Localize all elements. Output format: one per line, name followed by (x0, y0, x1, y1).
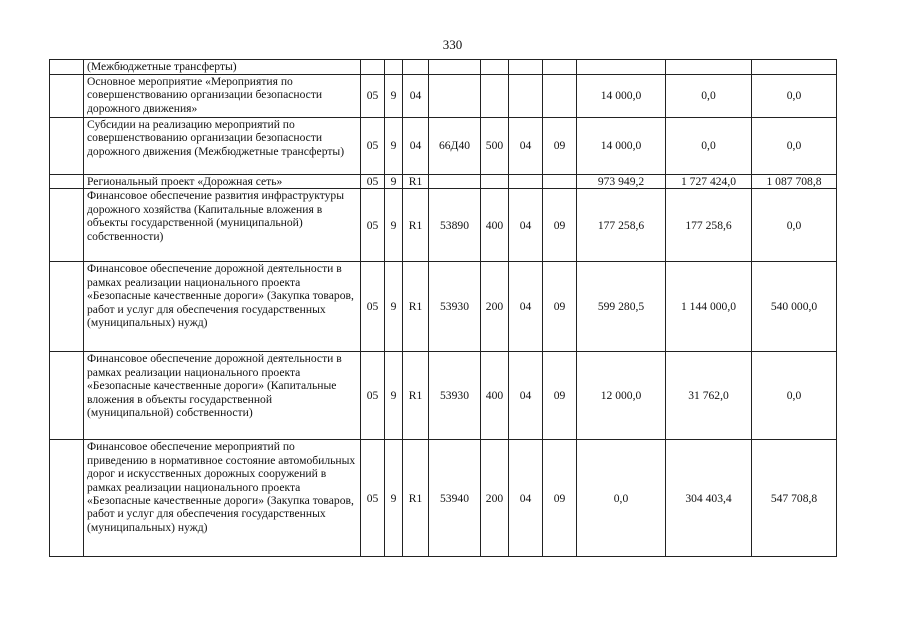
code-cell: 09 (543, 262, 577, 352)
amount-cell: 14 000,0 (577, 118, 666, 175)
code-cell: 05 (361, 352, 385, 440)
code-cell: 53890 (429, 189, 481, 262)
row-name-cell: Основное мероприятие «Мероприятия по совершенствованию организации безопасности дорожного движения» (84, 75, 361, 118)
code-cell: 05 (361, 440, 385, 557)
code-cell: 9 (385, 118, 403, 175)
amount-cell: 1 087 708,8 (752, 175, 837, 189)
code-cell: 9 (385, 352, 403, 440)
code-cell: 05 (361, 175, 385, 189)
code-cell: R1 (403, 175, 429, 189)
amount-cell: 973 949,2 (577, 175, 666, 189)
code-cell: 53930 (429, 352, 481, 440)
amount-cell: 1 144 000,0 (666, 262, 752, 352)
row-marker-cell (50, 75, 84, 118)
code-cell: 9 (385, 175, 403, 189)
code-cell (429, 60, 481, 75)
table-row (50, 175, 837, 189)
code-cell (481, 175, 509, 189)
amount-cell (752, 60, 837, 75)
row-marker-cell (50, 440, 84, 557)
code-cell: 04 (509, 262, 543, 352)
code-cell: 53940 (429, 440, 481, 557)
code-cell: 53930 (429, 262, 481, 352)
amount-cell: 0,0 (577, 440, 666, 557)
code-cell: 66Д40 (429, 118, 481, 175)
code-cell: 05 (361, 262, 385, 352)
code-cell: 9 (385, 189, 403, 262)
code-cell (385, 60, 403, 75)
table-row (50, 75, 837, 118)
code-cell (429, 75, 481, 118)
code-cell (543, 175, 577, 189)
code-cell: R1 (403, 440, 429, 557)
amount-cell (577, 60, 666, 75)
amount-cell: 0,0 (666, 75, 752, 118)
row-name-cell: Финансовое обеспечение дорожной деятельности в рамках реализации национального проекта «Безопасные качественные дороги» (Капитальные вложения в объекты государственной (муниципальной) собственности) (84, 352, 361, 440)
code-cell: 04 (509, 440, 543, 557)
row-marker-cell (50, 175, 84, 189)
row-name-cell: Субсидии на реализацию мероприятий по совершенствованию организации безопасности дорожного движения (Межбюджетные трансферты) (84, 118, 361, 175)
code-cell (429, 175, 481, 189)
code-cell: 9 (385, 75, 403, 118)
row-name-cell: Финансовое обеспечение дорожной деятельности в рамках реализации национального проекта «Безопасные качественные дороги» (Закупка товаров, работ и услуг для обеспечения государственных (муниципальных) нужд) (84, 262, 361, 352)
code-cell: 9 (385, 262, 403, 352)
amount-cell (666, 60, 752, 75)
budget-table (49, 59, 837, 557)
code-cell: R1 (403, 189, 429, 262)
code-cell: 05 (361, 189, 385, 262)
amount-cell: 12 000,0 (577, 352, 666, 440)
amount-cell: 177 258,6 (666, 189, 752, 262)
code-cell (543, 75, 577, 118)
code-cell: 400 (481, 352, 509, 440)
amount-cell: 547 708,8 (752, 440, 837, 557)
row-marker-cell (50, 352, 84, 440)
code-cell (361, 60, 385, 75)
code-cell: R1 (403, 352, 429, 440)
amount-cell: 31 762,0 (666, 352, 752, 440)
code-cell: 09 (543, 189, 577, 262)
code-cell: 04 (509, 189, 543, 262)
row-name-cell: Финансовое обеспечение мероприятий по приведению в нормативное состояние автомобильных дорог и искусственных дорожных сооружений в рамках реализации национального проекта «Безопасные качественные дороги» (Закупка товаров, работ и услуг для обеспечения государственных (муниципальных) нужд) (84, 440, 361, 557)
row-name-cell: (Межбюджетные трансферты) (84, 60, 361, 75)
code-cell: 04 (509, 352, 543, 440)
code-cell: 500 (481, 118, 509, 175)
table-row (50, 262, 837, 352)
code-cell (543, 60, 577, 75)
code-cell: 04 (509, 118, 543, 175)
row-name-cell: Региональный проект «Дорожная сеть» (84, 175, 361, 189)
table-row (50, 60, 837, 75)
amount-cell: 1 727 424,0 (666, 175, 752, 189)
code-cell (403, 60, 429, 75)
table-row (50, 440, 837, 557)
amount-cell: 599 280,5 (577, 262, 666, 352)
code-cell: 200 (481, 440, 509, 557)
table-row (50, 189, 837, 262)
amount-cell: 0,0 (752, 118, 837, 175)
code-cell: 09 (543, 118, 577, 175)
code-cell: 9 (385, 440, 403, 557)
code-cell (509, 60, 543, 75)
amount-cell: 177 258,6 (577, 189, 666, 262)
row-name-cell: Финансовое обеспечение развития инфраструктуры дорожного хозяйства (Капитальные вложения в объекты государственной (муниципальной) собственности) (84, 189, 361, 262)
row-marker-cell (50, 262, 84, 352)
table-row (50, 118, 837, 175)
amount-cell: 0,0 (752, 352, 837, 440)
amount-cell: 0,0 (752, 189, 837, 262)
code-cell: 400 (481, 189, 509, 262)
row-marker-cell (50, 60, 84, 75)
amount-cell: 540 000,0 (752, 262, 837, 352)
amount-cell: 0,0 (666, 118, 752, 175)
amount-cell: 304 403,4 (666, 440, 752, 557)
page-number: 330 (442, 37, 463, 52)
code-cell: 05 (361, 118, 385, 175)
code-cell (481, 75, 509, 118)
code-cell: 200 (481, 262, 509, 352)
code-cell: 05 (361, 75, 385, 118)
code-cell: 04 (403, 118, 429, 175)
code-cell (509, 75, 543, 118)
amount-cell: 0,0 (752, 75, 837, 118)
code-cell (481, 60, 509, 75)
table-row (50, 352, 837, 440)
code-cell: R1 (403, 262, 429, 352)
amount-cell: 14 000,0 (577, 75, 666, 118)
row-marker-cell (50, 118, 84, 175)
code-cell: 09 (543, 440, 577, 557)
code-cell: 04 (403, 75, 429, 118)
row-marker-cell (50, 189, 84, 262)
code-cell (509, 175, 543, 189)
code-cell: 09 (543, 352, 577, 440)
